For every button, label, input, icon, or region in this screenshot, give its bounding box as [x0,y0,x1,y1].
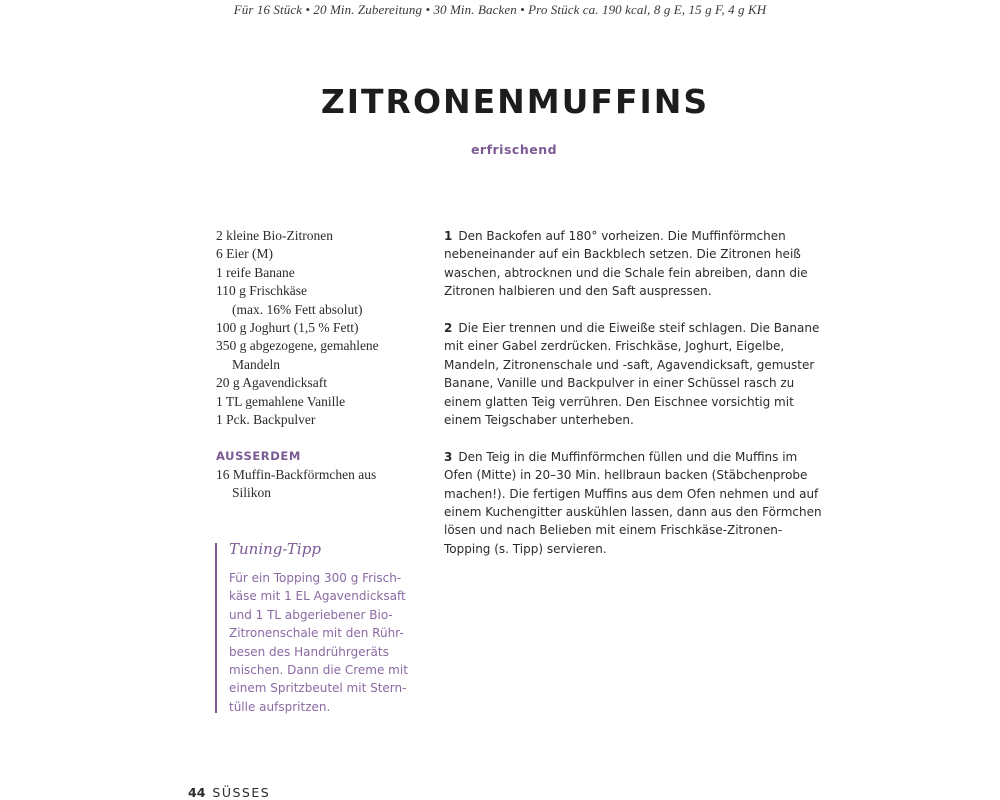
ingredient-line: 110 g Frischkäse [216,283,307,299]
extra-list [216,466,416,503]
tip-line: einem Spritzbeutel mit Stern- [229,681,407,696]
step-text: Den Backofen auf 180° vorheizen. Die Muffinförmchen [458,229,786,243]
step-line: Mandeln, Zitronenschale und -saft, Agavendicksaft, gemuster [444,357,815,372]
tip-line: besen des Handrührgeräts [229,644,389,659]
ingredient-line: 100 g Joghurt (1,5 % Fett) [216,320,359,336]
step-line [444,319,824,337]
extra-heading: AUSSERDEM [216,449,301,463]
step-number: 3 [444,449,453,464]
ingredient-line: 2 kleine Bio-Zitronen [216,228,333,243]
instruction-steps [444,227,824,577]
ingredient-line: 350 g abgezogene, gemahlene [216,338,379,354]
recipe-meta-info: Für 16 Stück • 20 Min. Zubereitung • 30 Min. Backen • Pro Stück ca. 190 kcal, 8 g E, 15 g F, 4 g KH [233,2,767,17]
page-footer [188,785,270,800]
recipe-title: ZITRONENMUFFINS [320,82,710,121]
step-text: Die Eier trennen und die Eiweiße steif schlagen. Die Banane [458,321,820,336]
tip-line: tülle aufspritzen. [229,699,331,714]
ingredient-line: 6 Eier (M) [216,246,273,262]
step-text: Den Teig in die Muffinförmchen füllen und die Muffins im [458,449,798,464]
extra-line: Silikon [232,485,272,501]
step-line: waschen, abtrocknen und die Schale fein abreiben, dann die [444,265,808,280]
tip-line: Für ein Topping 300 g Frisch- [229,571,402,585]
step-number: 2 [444,321,453,336]
step-line [444,227,824,245]
tip-accent-bar [215,543,217,713]
tip-line: käse mit 1 EL Agavendicksaft [229,589,406,604]
tip-line: und 1 TL abgeriebener Bio- [229,607,393,622]
ingredient-line: 1 Pck. Backpulver [216,412,316,428]
tip-body [229,569,429,716]
tip-heading: Tuning-Tipp [229,540,321,558]
step-line: machen!). Die fertigen Muffins aus dem Ofen nehmen und auf [444,486,819,501]
extra-line: 16 Muffin-Backförmchen aus [216,467,377,482]
step-number: 1 [444,229,453,243]
step-line: einem Kuchengitter auskühlen lassen, dann aus den Förmchen [444,505,822,520]
step-line [444,448,824,466]
step-line: einem Teigschaber unterheben. [444,413,634,428]
instruction-step-2 [444,319,824,429]
ingredient-line: (max. 16% Fett absolut) [232,301,363,317]
step-line: mit einer Gabel zerdrücken. Frischkäse, Joghurt, Eigelbe, [444,339,785,354]
ingredient-list [216,227,416,429]
step-line: Zitronen halbieren und den Saft auspressen. [444,284,712,299]
ingredient-line: 1 TL gemahlene Vanille [216,393,346,409]
step-line: nebeneinander auf ein Backblech setzen. Die Zitronen heiß [444,247,801,262]
step-line: lösen und nach Belieben mit einem Frischkäse-Zitronen- [444,523,783,538]
instruction-step-3 [444,448,824,558]
recipe-subtitle: erfrischend [470,142,558,157]
page-number: 44 [188,785,206,800]
step-line: Banane, Vanille und Backpulver in einer Schüssel rasch zu [444,376,795,391]
instruction-step-1 [444,227,824,301]
ingredient-line: 1 reife Banane [216,264,295,280]
step-line: Ofen (Mitte) in 20–30 Min. hellbraun backen (Stäbchenprobe [444,468,808,483]
step-line: einem glatten Teig verrühren. Den Eischnee vorsichtig mit [444,394,794,409]
tip-line: Zitronenschale mit den Rühr- [229,626,404,641]
section-name: SÜSSES [212,785,271,800]
step-line: Topping (s. Tipp) servieren. [444,541,607,556]
ingredient-line: 20 g Agavendicksaft [216,375,327,391]
tip-line: mischen. Dann die Creme mit [229,663,408,678]
ingredient-line: Mandeln [232,356,280,372]
